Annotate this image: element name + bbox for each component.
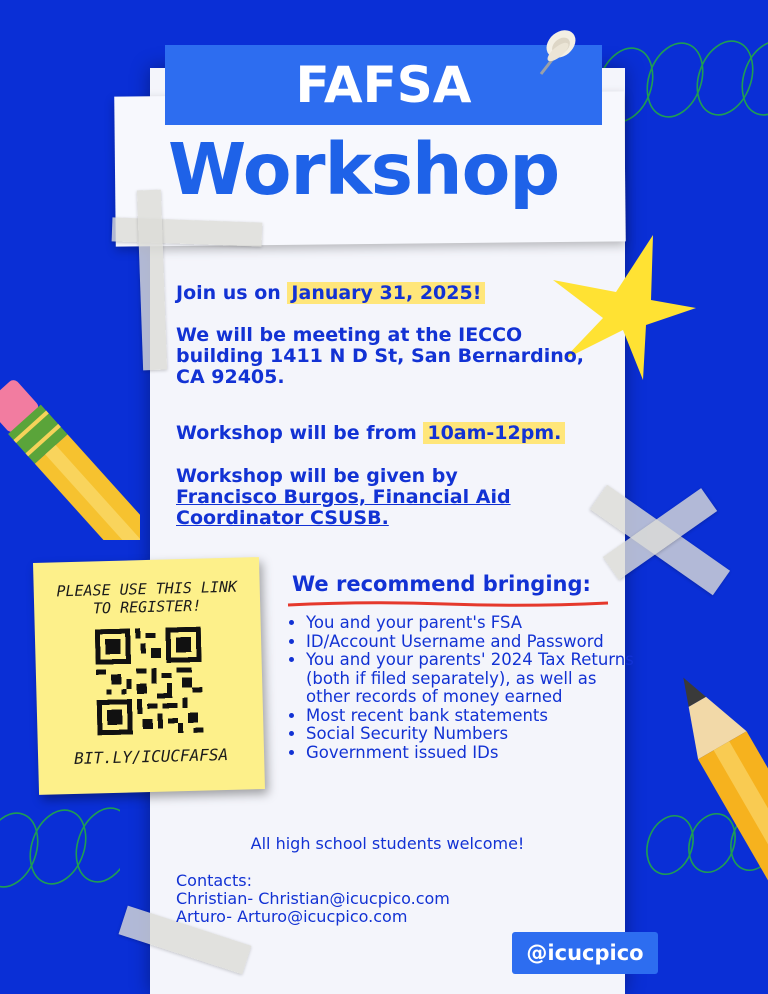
register-link[interactable]: BIT.LY/ICUCFAFSA bbox=[73, 744, 229, 768]
event-date-line bbox=[176, 283, 616, 304]
presenter-name: Francisco Burgos, Financial Aid Coordinator CSUSB. bbox=[176, 486, 511, 529]
event-time-line bbox=[176, 423, 616, 444]
pencil-icon bbox=[0, 370, 140, 540]
list-item: • ID/Account Username and Password bbox=[306, 633, 636, 652]
welcome-text: All high school students welcome! bbox=[250, 834, 525, 853]
contact-christian[interactable]: Christian- Christian@icucpico.com bbox=[176, 889, 450, 908]
join-prefix: Join us on bbox=[176, 282, 288, 304]
event-time: 10am-12pm. bbox=[423, 422, 565, 444]
recommend-heading: We recommend bringing: bbox=[292, 572, 591, 596]
time-prefix: Workshop will be from bbox=[176, 422, 424, 444]
event-location: We will be meeting at the IECCO building 1411 N D St, San Bernardino, CA 92405. bbox=[176, 324, 585, 388]
register-sticky-note bbox=[33, 557, 265, 795]
register-note-line-2: TO REGISTER! bbox=[92, 596, 202, 618]
list-item: • Most recent bank statements bbox=[306, 707, 636, 726]
contacts-heading: Contacts: bbox=[176, 871, 252, 890]
swirl-decoration-bottom-left bbox=[0, 795, 120, 905]
pencil-icon bbox=[662, 670, 768, 890]
push-pin-icon bbox=[525, 22, 585, 82]
title-line-1: FAFSA bbox=[165, 45, 602, 125]
list-item: • Government issued IDs bbox=[306, 744, 636, 763]
contact-arturo[interactable]: Arturo- Arturo@icucpico.com bbox=[176, 907, 408, 926]
title-line-2: Workshop bbox=[168, 128, 560, 211]
list-item: • Social Security Numbers bbox=[306, 725, 636, 744]
list-item: • You and your parents' 2024 Tax Returns (both if filed separately), as well as other records of money earned bbox=[306, 651, 636, 707]
social-handle-badge[interactable]: @icucpico bbox=[512, 932, 658, 974]
recommend-list bbox=[282, 614, 636, 762]
event-date: January 31, 2025! bbox=[287, 282, 485, 304]
register-note-line-1: PLEASE USE THIS LINK bbox=[56, 577, 238, 601]
red-underline bbox=[286, 600, 612, 608]
list-item: • You and your parent's FSA bbox=[306, 614, 636, 633]
qr-code-icon[interactable] bbox=[95, 627, 204, 736]
presenter-prefix: Workshop will be given by bbox=[176, 465, 458, 487]
